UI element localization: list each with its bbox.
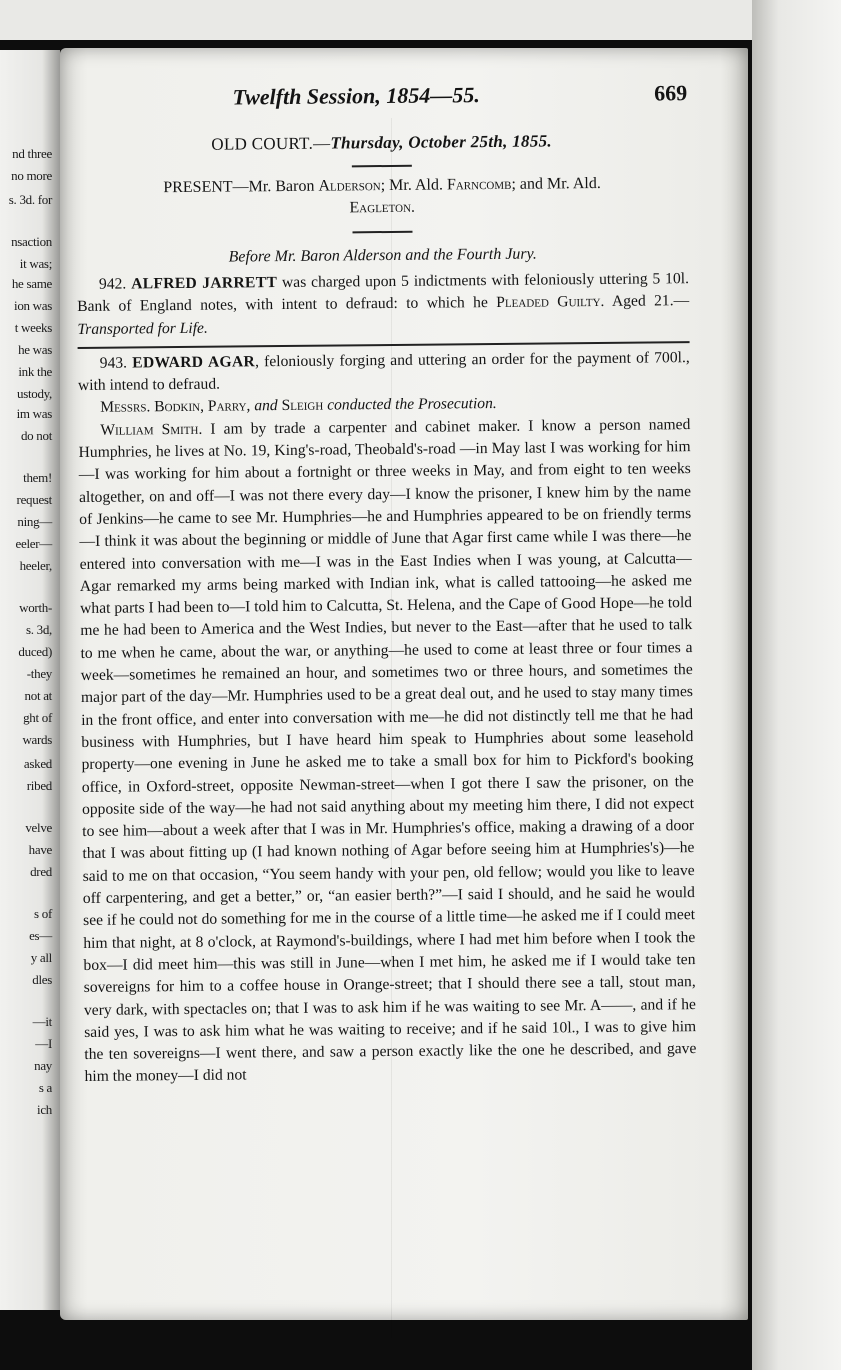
counsel-rest: conducted the Prosecution. xyxy=(323,395,497,415)
facing-page-fragment: t weeks xyxy=(14,320,52,335)
present-text: ; Mr. Ald. xyxy=(380,176,448,195)
facing-page-fragment: it was; xyxy=(19,256,52,271)
facing-page-fragment: ink the xyxy=(18,364,52,379)
facing-page-fragment: dles xyxy=(32,972,52,987)
facing-page-fragment: no more xyxy=(11,168,52,183)
present-line xyxy=(76,172,688,222)
facing-page-fragment: —I xyxy=(35,1036,52,1051)
divider xyxy=(352,231,412,234)
facing-page-fragment: es— xyxy=(29,928,52,943)
facing-page-fragment: eeler— xyxy=(15,536,52,551)
defendant-name: ALFRED JARRETT xyxy=(131,274,278,293)
facing-page-fragment: heeler, xyxy=(19,558,52,573)
facing-page-fragment: have xyxy=(28,842,52,857)
facing-page-fragment: -they xyxy=(26,666,52,681)
facing-page-fragment: them! xyxy=(23,470,52,485)
facing-page-fragment: nay xyxy=(34,1058,52,1073)
judge-name: Alderson xyxy=(318,177,381,195)
facing-page-fragment: worth- xyxy=(19,600,52,615)
present-text: ; and Mr. Ald. xyxy=(511,174,601,193)
facing-page-fragment: —it xyxy=(32,1014,52,1029)
scanner-top-margin xyxy=(0,0,841,40)
sentence: Transported for Life. xyxy=(77,319,208,338)
facing-page-fragment: s a xyxy=(38,1080,52,1095)
facing-page-fragment: duced) xyxy=(18,644,52,659)
page-header xyxy=(75,72,687,118)
alderman-name: Farncomb xyxy=(446,175,512,194)
case-number: 943. xyxy=(99,354,133,372)
court-date: Thursday, October 25th, 1855. xyxy=(330,131,553,153)
running-title: Twelfth Session, 1854—55. xyxy=(232,82,480,110)
defendant-name: EDWARD AGAR xyxy=(132,353,256,372)
testimony-text: I am by trade a carpenter and cabinet maker. I know a person named Humphries, he lives at No. 19, King's-road, Theobald's-road —in May last I was working for him—I was working for him about a fortnight or three weeks in May, and from eight to ten weeks altogether, on and off—I was not there every day—I know the prisoner, I knew him by the name of Jenkins—he came to see Mr. Humphries—he and Humphries appeared to be on friendly terms—I think it was about the beginning or middle of June that Agar first came while I was there—he entered into conversation with me—I was in the East Indies when I was young, at Calcutta—Agar remarked my arms being marked with Indian ink, what is called tattooing—he asked me what parts I had been to—I told him to Calcutta, St. Helena, and the Cape of Good Hope—he told me he had been to America and the West Indies, but never to the East—after that he used to talk to me when he came, about the war, or anything—he used to come at least three or four times a week—sometimes he remained an hour, and sometimes two or three hours, and sometimes the major part of the day—Mr. Humphries used to be a great deal out, and he used to stay many times in the front office, and enter into conversation with me—he did not distinctly tell me that he had business with Humphries, but I have heard him speak to Humphries about some leasehold property—one evening in June he asked me to take a small box for him to Pickford's booking office, in Oxford-street, opposite Newman-street—when I got there I saw the prisoner, on the opposite side of the way—he had not said anything about my meeting him there, I did not expect to see him—about a week after that I was in Mr. Humphries's office, making a drawing of a door that I was about fitting up (I had known nothing of Agar before seeing him at Humphries's)—he said to me on that occasion, “You seem handy with your pen, old fellow; would you like to leave off carpentering, and get a better,” or, “an easier berth?”—I said I should, and he said he would see if he could not do something for me in the course of a little time—he asked me if I could meet him that night, at 8 o'clock, at Raymond's-buildings, where I had met him before when I took the box—I did meet him—this was still in June—when I met him, he asked me if I would take ten sovereigns for him to a coffee house in Orange-street; that I should there see a tall, stout man, very dark, with spectacles on; that I was to ask him if he was waiting to see Mr. A——, and if he said yes, I was to ask him what he was waiting to receive; and if he said 10l., I was to give him the ten sovereigns—I went there, and saw a person exactly like the one he described, and gave him the money—I did not xyxy=(78,415,697,1086)
facing-page-fragment: s. 3d. for xyxy=(8,192,52,207)
facing-page-fragment: do not xyxy=(20,428,52,443)
facing-page-edge xyxy=(0,50,60,1310)
facing-page-fragment: he was xyxy=(18,342,52,357)
facing-page-fragment: nsaction xyxy=(11,234,52,249)
case-text: was charged upon 5 indictments with feloniously uttering 5 10l. Bank of England notes, with intent to defraud: to which he xyxy=(77,270,690,316)
before-line: Before Mr. Baron Alderson and the Fourth Jury. xyxy=(228,245,537,266)
facing-page-fragment: velve xyxy=(25,820,52,835)
page-content xyxy=(75,72,697,1089)
court-title: OLD COURT.— xyxy=(211,133,331,154)
facing-page-fragment: im was xyxy=(16,406,52,421)
witness-testimony xyxy=(78,414,696,1089)
facing-page-fragment: nd three xyxy=(12,146,52,161)
divider xyxy=(352,165,412,168)
facing-page-fragment: ning— xyxy=(17,514,52,529)
present-text: . xyxy=(410,198,416,216)
present-text: PRESENT—Mr. Baron xyxy=(163,177,319,197)
defendant-age: . Aged 21.— xyxy=(600,292,690,311)
facing-page-fragment: wards xyxy=(22,732,52,747)
facing-page-fragment: ght of xyxy=(23,710,52,725)
facing-page-fragment: he same xyxy=(11,276,52,291)
facing-page-fragment: s of xyxy=(34,906,52,921)
court-heading xyxy=(76,130,688,156)
facing-page-fragment: s. 3d, xyxy=(25,622,52,637)
facing-page-fragment: ich xyxy=(37,1102,52,1117)
facing-page-fragment: not at xyxy=(24,688,52,703)
case-text: , feloniously forging and uttering an order for the payment of 700l., with intend to defraud. xyxy=(77,349,690,395)
facing-page-fragment: ustody, xyxy=(17,386,52,401)
facing-page-fragment: dred xyxy=(30,864,52,879)
facing-page-fragment: request xyxy=(16,492,52,507)
counsel-and: and xyxy=(254,397,282,415)
page-number: 669 xyxy=(654,80,688,106)
counsel-names: Messrs. Bodkin, Parry, xyxy=(100,397,255,417)
facing-page-fragment: y all xyxy=(30,950,52,965)
case-943 xyxy=(78,347,690,397)
facing-page-fragment: asked xyxy=(23,756,52,771)
case-942 xyxy=(77,268,690,341)
plea: Pleaded Guilty xyxy=(496,293,601,312)
facing-page-fragment: ion was xyxy=(14,298,52,313)
alderman-name: Eagleton xyxy=(349,198,412,217)
facing-page-fragment: ribed xyxy=(26,778,52,793)
counsel-name: Sleigh xyxy=(281,397,324,415)
case-number: 942. xyxy=(98,275,132,293)
witness-name: William Smith. xyxy=(100,420,203,439)
scanner-right-margin xyxy=(752,0,841,1370)
